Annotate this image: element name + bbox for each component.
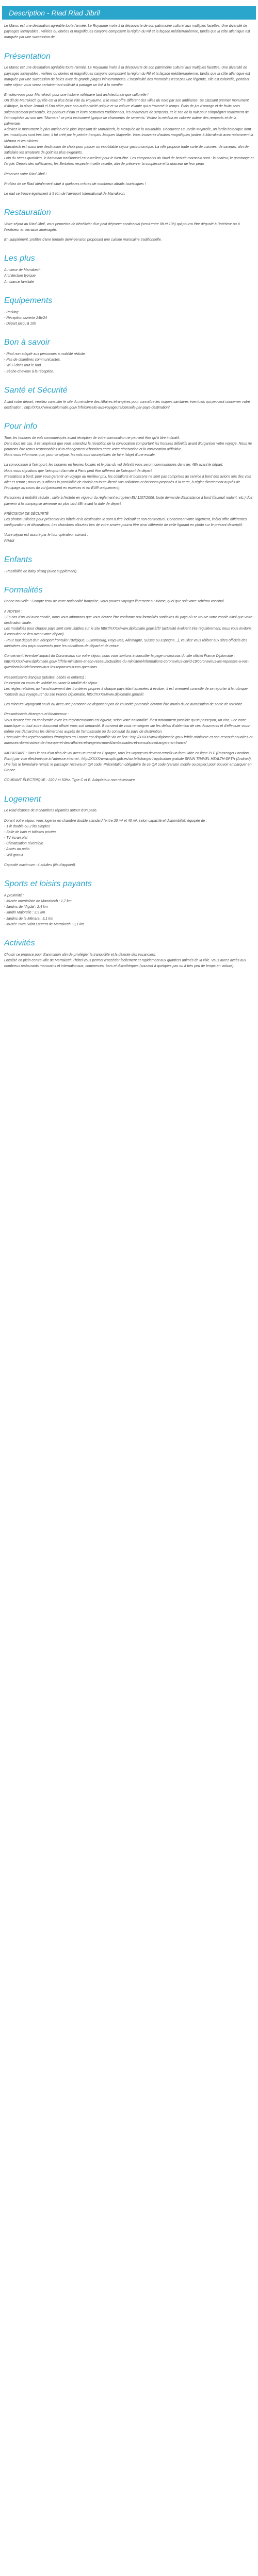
section-title: Logement [4,794,41,804]
section-paragraph: A proximité : - Musée orientaliste de Marrakech : 1,7 km - Jardins de l'Agdal : 2,4 km - Jardin Majorelle : 2,9 km - Jardins de la Ménara : 3,1 km - Musée Yves Saint Laurent de Marrakech : 3,1 km [4,893,85,926]
section-paragraph: Le riad se trouve également à 5 Km de l'aéroport International de Marrakech. [4,192,125,196]
list-item: - Réception ouverte 24h/24 [4,316,47,320]
description-header-bar [2,6,256,20]
section-5 [4,337,254,375]
section-paragraph: Le Riad dispose de 8 chambres réparties autour d'un patio. [4,809,98,813]
list-item: Architecture typique [4,274,36,278]
list-item: Au cœur de Marrakech [4,268,41,273]
section-title: Pour info [4,421,38,431]
section-list [4,267,254,285]
section-title: Restauration [4,208,51,217]
section-1 [4,52,254,197]
section-paragraph: Le Maroc est une destination agréable toute l'année. Le Royaume invite à la découverte de son patrimoine culturel aux multiples facettes. Une diversité de paysages incroyables : voilées ou dorées et magnifiques canyons composent la région du Rif et la façade méditerranéenne, tandis que la côte atlantique est marquée par une succession de baies avec de grands plages ininterrompues. L'hospitalité des marocains n'est pas une légende, elle est culturelle, pendant votre séjour vous serez certainement sollicité à partager un thé à la menthe. [4,66,250,87]
section-12 [4,938,254,969]
section-title: Enfants [4,555,33,564]
section-9 [4,585,254,784]
section-paragraph: Concernant l'éventuel impact du Coronavirus sur votre séjour, nous vous invitons à consulter la page ci-dessous du site officiel France Diplomatie : http://XXXX/www.diplomatie.gouv.fr/fr/le-ministere-et-son-reseau/actualites-du-ministere/informations-coronavirus-covid-19/coronavirus-les-reponses-a-vos-questions/article/coronavirus-les-reponses-a-vos-questions [4,654,249,670]
section-paragraph: Tous les horaires de vols communiqués avant réception de votre convocation ne peuvent être qu'à titre indicatif. Dans tous les cas, il est impératif que vous attendiez la réception de la convocation comportant les horaires définitifs avant d'organiser votre voyage. Nous ne pourrons être tenus responsables d'un changement d'horaires entre votre réservation et la convocation définitive. Nous vous informons que, pour ce séjour, les vols sont susceptibles de faire l'objet d'une escale. [4,436,252,457]
section-paragraph: COURANT ÉLECTRIQUE : 220V et 50Hz. Type C et E. Adaptateur non nécessaire. [4,778,136,783]
section-3 [4,253,254,284]
section-paragraph: Envolez-vous pour Marrakech pour une histoire millénaire tant architecturale que culturelle ! On dit de Marrakech qu'elle est la plus belle ville du Royaume. Elle vous offre différent des villes du nord par son ambiance. Se classant premier monument d'Afrique, la place Jemaâ el Fna attire pour son authenticité unique et sa culture vivante qui a traversé le temps. Étals de jus d'orange et de fruits secs soigneusement présentés, les porteurs d'eau et leurs costumes traditionnels, les charmeurs de serpents, et le son de la nuit pour s'imprégner totalement de l'atmosphère au son des "Mizmars" ce petit instrument typique de charmeurs de serpents. Visitez la médina en colorée auteur des remparts et de la palmeraie. Admirez le monument le plus ancien et le plus imposant de Marrakech, la Mosquée de la Koutoubia. Découvrez Le Jardin Majorelle, un jardin botanique dont les mosaïques sont très bien, il fut créé par le peintre français Jacques Majorelle. Vous trouverez d'autres magnifiques jardins à Marrakech avec notamment la Ménara et les oliviers. Marrakech est aussi une destination de choix pour passer un inoubliable séjour gastronomique. La ville propose toute sorte de cuisines, de saveurs, afin de satisfaire les amateurs de goût les plus exigeants. Loin du stress quotidien, le hammam traditionnel est excellent pour le bien-être. Les composants du rituel de beauté marocain sont : la chaleur, le gommage et l'argile. Depuis des millénaires, les Berbères respectent cette recette, afin de préserver la souplesse et la douceur de leur peau. [4,93,254,166]
section-list [4,310,254,327]
section-paragraph: Le Maroc est une destination agréable toute l'année. Le Royaume invite à la découverte de son patrimoine culturel aux multiples facettes. Une diversité de paysages incroyables : voilées ou dorées et magnifiques canyons composent la région du Rif et la façade méditerranéenne, tandis que la côte atlantique est marquée par une succession de ... [4,24,250,40]
content [0,20,258,969]
section-title: Présentation [4,52,51,61]
section-paragraph: Durant votre séjour, vous logerez en chambre double standard (entre 20 m² et 40 m², selon capacité et disponibilité) équipée de : - 1 lit double ou 2 lits simples - Salle de bain et toilettes privées - TV écran plat - Climatisation réversible - Accès au patio - Wifi gratuit [4,819,207,857]
section-10 [4,794,254,868]
list-item: - Parking [4,310,19,314]
list-item: - Départ jusqu'à 10h [4,322,36,326]
section-paragraph: Réservez votre Riad Jibril ! [4,172,47,176]
section-paragraph: IMPORTANT : Dans le cas d'un plan de vol avec un transit en Espagne, tous les voyageurs devront remplir un formulaire en ligne PLF (Passenger Location Form) par voie électronique à l'adresse internet : http://XXXX/www.spth.gob.es/ou télécharger l'application gratuite SPAIN TRAVEL HEALTH-SPTH (Android). Une fois le formulaire rempli, le passager recevra un QR code. Présentation obligatoire de ce QR code (version mobile ou papier) pour pouvoir embarquer en France. [4,751,252,773]
section-title: Activités [4,938,35,947]
section-title: Les plus [4,254,35,263]
section-paragraph: Les mineurs voyageant seuls ou avec une personne ne disposant pas de l'autorité parentale devront être munis d'une autorisation de sortie de territoire. [4,703,244,707]
section-paragraph: Avant votre départ, veuillez consulter le site du ministère des Affaires étrangères pour connaître les risques sanitaires éventuels qui peuvent concerner votre destination : http://XXXX/www.diplomatie.gouv.fr/fr/conseils-aux-voyageurs/conseils-par-pays-destination/ [4,400,250,410]
section-paragraph: Profitez de ce Riad idéalement situé à quelques mètres de nombreux attraits touristiques ! [4,182,146,186]
section-paragraph: Personnes à mobilité réduite : suite à l'entrée en vigueur du règlement européen EU 1107/2006, toute demande d'assistance à bord (fauteuil roulant, etc.) doit parvenir à la compagnie aérienne au plus tard 48h avant la date de départ. [4,496,252,506]
section-paragraph: Votre séjour est assuré par le tour opérateur suivant : FRAM [4,533,88,543]
section-paragraph: En supplément, profitez d'une formule demi-pension proposant une cuisine marocaine traditionnelle. [4,238,162,242]
section-title: Bon à savoir [4,338,50,347]
section-11 [4,879,254,927]
section-0 [4,23,254,41]
description-title: Description - Riad Riad Jibril [9,9,100,17]
section-paragraph: A NOTER : - En cas d'un vol avec escale, nous vous informons que vous devrez être conforme aux formalités sanitaires du pays où se trouve votre escale ainsi que votre destination finale. Les modalités pour chaque pays sont consultables sur le site http://XXXX/www.diplomatie.gouv.fr/fr/ (actualité évoluant très régulièrement, nous vous invitons à consulter ce lien avant votre départ). - Pour tout départ d'un aéroport frontalier (Belgique, Luxembourg, Pays-Bas, Allemagne, Suisse ou Espagne...), veuillez vous référer aux sites officiels des ministères des pays concernés pour les conditions de départ et de retour. [4,609,253,648]
section-paragraph: - Possibilité de baby sitting (avec supplément). [4,569,78,573]
section-7 [4,421,254,544]
section-4 [4,296,254,327]
section-2 [4,208,254,243]
section-paragraph: Ressortissants étrangers et binationaux : Vous devrez être en conformité avec les réglementations en vigueur, selon votre nationalité. Il est notamment possible qu'un passeport, un visa, une carte touristique ou tout autre document officiel vous soit demandé. Il convient de vous renseigner sur les délais d'obtention de ces documents et d'effectuer vous-même vos démarches les démarches auprès de l'ambassade ou du consulat du pays de destination. L'annuaire des représentations étrangères en France est disponible via ce lien : http://XXXX/www.diplomatie.gouv.fr/fr/le-ministere-et-son-reseau/annuaires-et-adresses-du-ministere-de-l-europe-et-des-affaires-etrangeres-maedi/ambassades-et-consulats-etrangers-en-france/ [4,713,254,745]
section-paragraph: Bonne nouvelle : Compte tenu de votre nationalité française, vous pouvez voyager librement au Maroc, quel que soit votre schéma vaccinal. [4,600,225,604]
section-title: Equipements [4,296,53,305]
section-8 [4,555,254,574]
section-paragraph: Ressortissants français (adultes, bébés et enfants) : Passeport en cours de validité couvrant la totalité du séjour. Les règles relatives au franchissement des frontières propres à chaque pays étant amenées à évoluer, il est vivement conseillé de se reporter à la rubrique "conseils aux voyageurs" du site France Diplomatie, http://XXXX/www.diplomatie.gouv.fr/. [4,675,248,697]
section-paragraph: La convocation à l'aéroport, les horaires en heures locales et le plan du vol définitif vous seront communiqués dans les 48h avant le départ. Nous vous signalons que l'aéroport d'arrivée à Paris peut être différent de l'aéroport de départ. Prestations à bord: pour vous garantir un voyage au meilleur prix, les collations et boissons ne sont pas comprises au service à bord des avions lors des vols aller et retour ; nous vous offrons la possibilité de choisir en toute liberté vos collations et boissons proposés à la carte, à régler directement auprès de l'équipage au cours du vol (paiement en espèces et en EUR uniquement). [4,463,251,490]
section-paragraph: - Riad non adapté aux personnes à mobilité réduite. - Pas de chambres communicantes. - Wi-Fi dans tout le riad. - Sèche-cheveux à la réception. [4,352,86,374]
section-title: Formalités [4,585,43,595]
section-paragraph: Capacité maximum : 4 adultes (lits d'appoint). [4,863,76,867]
section-paragraph: PRÉCISION DE SÉCURITÉ Les photos utilisées pour présenter les hôtels et la destination le sont à titre indicatif et non contractuel. Concernant votre logement, l'hôtel offre différentes configurations et décorations. Les chambres allouées lors de votre arrivée pourra être ainsi différente de celle figurant en photo sur le présent descriptif. [4,512,247,528]
section-title: Santé et Sécurité [4,385,68,395]
section-paragraph: Choisir ce propose pour d'animation afin de privilégier la tranquillité et la détente des vacanciers. Localisé en plein centre-ville de Marrakech, l'hôtel vous permet d'accéder facilement et rapidement aux quartiers animés de la ville. Vous aurez accès aux nombreux restaurants marocains et internationaux, commerces, bars et discothèques (souvent à quelques pas ou à très peu de temps en voiture). [4,953,246,969]
list-item: Ambiance familiale [4,280,34,284]
section-6 [4,385,254,411]
section-paragraph: Votre séjour au Riad Jibril, vous permettra de bénéficier d'un petit déjeuner continental (servi entre 8h et 10h) qui pourra être dégusté à l'intérieur ou à l'extérieur en terrasse aménagée. [4,222,240,232]
section-title: Sports et loisirs payants [4,879,92,889]
